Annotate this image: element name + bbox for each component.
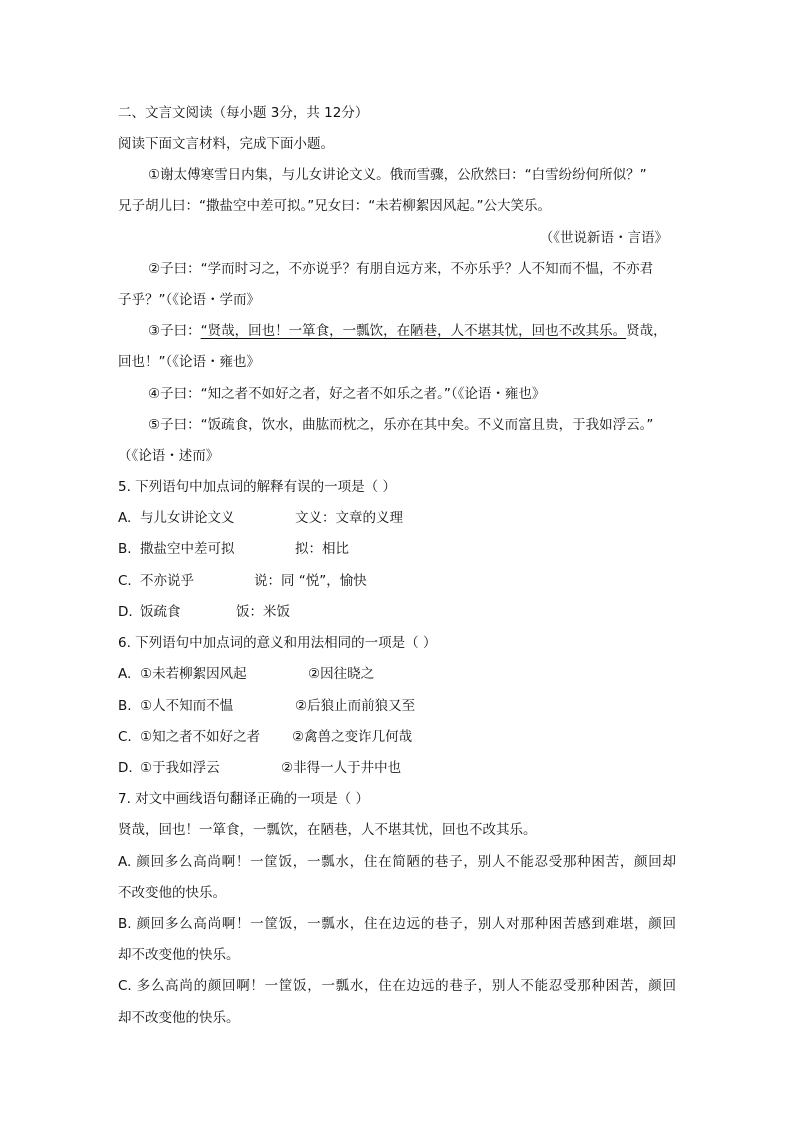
option-letter: D. [118, 604, 133, 620]
passage-3-rest: 贤哉， [626, 323, 667, 339]
option-first: ①未若柳絮因风起 [140, 666, 247, 682]
question-6-stem: 6. 下列语句中加点词的意义和用法相同的一项是（ ） [118, 635, 437, 651]
option-gloss: 拟：相比 [295, 541, 349, 557]
option-first: ①人不知而不愠 [140, 698, 234, 714]
option-line-2: 却不改变他的快乐。 [118, 1010, 240, 1026]
option-second: ②因往晓之 [308, 666, 375, 682]
option-text: 颜回多么高尚啊！一筐饭，一瓢水，住在简陋的巷子，别人不能忍受那种困苦，颜回却 [136, 854, 676, 870]
question-7-sentence: 贤哉，回也！一箪食，一瓢饮，在陋巷，人不堪其忧，回也不改其乐。 [118, 822, 537, 838]
option-second: ②后狼止而前狼又至 [295, 698, 416, 714]
option-line-1 [118, 852, 676, 872]
option-letter: B. [118, 698, 132, 714]
option-second: ②非得一人于井中也 [281, 760, 402, 776]
passage-3-line-2: 回也！”（《论语・雍也》 [118, 354, 260, 370]
section-instruction: 阅读下面文言材料，完成下面小题。 [118, 136, 334, 152]
option-gloss: 文义：文章的义理 [295, 510, 403, 526]
passage-2-line-1: ②子曰：“学而时习之，不亦说乎？有朋自远方来，不亦乐乎？人不知而不愠，不亦君 [148, 261, 654, 277]
option-letter: C. [118, 729, 132, 745]
option-line-2: 却不改变他的快乐。 [118, 947, 240, 963]
passage-1-line-1: ①谢太傅寒雪日内集，与儿女讲论文义。俄而雪骤，公欣然曰：“白雪纷纷何所似？” [148, 167, 647, 183]
option-line-1 [118, 976, 676, 996]
option-text: 颜回多么高尚啊！一筐饭，一瓢水，住在边远的巷子，别人对那种困苦感到难堪，颜回 [136, 916, 677, 932]
option-gloss: 说：同 “悦”，愉快 [254, 573, 367, 589]
underlined-sentence: “贤哉，回也！一箪食，一瓢饮，在陋巷，人不堪其忧，回也不改其乐。 [200, 323, 627, 339]
passage-5-line-2: （《论语・述而》 [118, 448, 220, 464]
option-text: 多么高尚的颜回啊！一筐饭，一瓢水，住在边远的巷子，别人不能忍受那种困苦，颜回 [136, 978, 677, 994]
option-second: ②禽兽之变诈几何哉 [292, 729, 413, 745]
option-letter: A. [118, 666, 132, 682]
passage-2-line-2: 子乎？”（《论语・学而》 [118, 292, 260, 308]
passage-3-line-1 [148, 321, 667, 341]
section-heading: 二、文言文阅读（每小题 3分，共 12分） [118, 105, 369, 121]
passage-5-line-1: ⑤子曰：“饭疏食，饮水，曲肱而枕之，乐亦在其中矣。不义而富且贵，于我如浮云。” [148, 417, 654, 433]
option-line-1 [118, 914, 676, 934]
option-first: ①于我如浮云 [140, 760, 220, 776]
question-5-stem: 5. 下列语句中加点词的解释有误的一项是（ ） [118, 479, 396, 495]
question-7-stem: 7. 对文中画线语句翻译正确的一项是（ ） [118, 791, 369, 807]
option-phrase: 饭疏食 [140, 604, 181, 620]
option-letter: C. [118, 978, 132, 994]
option-letter: A. [118, 510, 132, 526]
option-phrase: 与儿女讲论文义 [140, 510, 235, 526]
option-line-2: 不改变他的快乐。 [118, 885, 226, 901]
option-first: ①知之者不如好之者 [140, 729, 261, 745]
passage-3-prefix: ③子曰： [148, 323, 201, 339]
option-letter: A. [118, 854, 132, 870]
option-letter: D. [118, 760, 133, 776]
option-letter: B. [118, 916, 132, 932]
passage-1-source: （《世说新语・言语》 [539, 230, 668, 246]
option-letter: B. [118, 541, 132, 557]
option-phrase: 撒盐空中差可拟 [140, 541, 235, 557]
option-gloss: 饭：米饭 [236, 604, 290, 620]
passage-1-line-2: 兄子胡儿曰：“撒盐空中差可拟。”兄女曰：“未若柳絮因风起。”公大笑乐。 [118, 198, 551, 214]
passage-4-line-1: ④子曰：“知之者不如好之者，好之者不如乐之者。”（《论语・雍也》 [148, 386, 546, 402]
option-phrase: 不亦说乎 [140, 573, 194, 589]
option-letter: C. [118, 573, 132, 589]
